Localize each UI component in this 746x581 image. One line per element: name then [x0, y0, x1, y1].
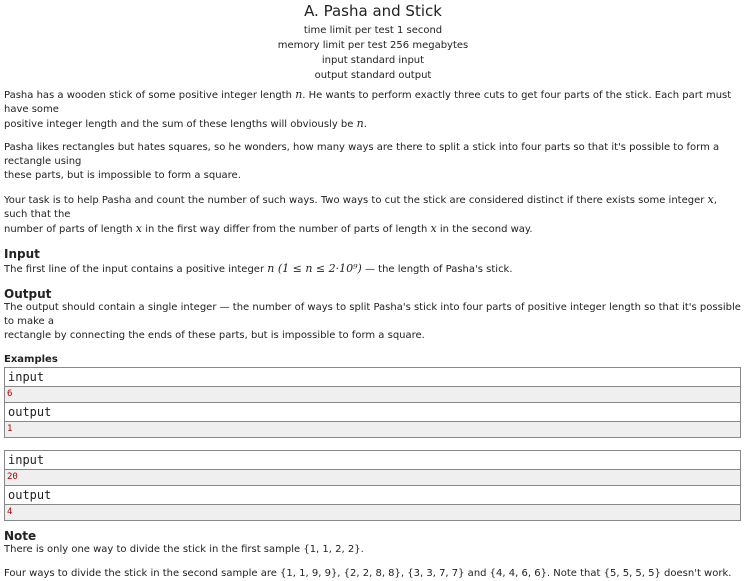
- note-title: Note: [4, 529, 37, 543]
- input-section-title: Input: [4, 247, 40, 261]
- output-file: output standard output: [314, 70, 432, 81]
- example-1-input[interactable]: 6: [5, 387, 740, 403]
- example-2-output[interactable]: 4: [5, 505, 740, 520]
- legend-paragraph-1: Pasha has a wooden stick of some positive integer length n. He wants to perform exactly three cuts to get four parts of the stick. Each part must have some positive integer length and the sum of these lengths will obviously be n.: [4, 88, 732, 130]
- legend-paragraph-3: Your task is to help Pasha and count the number of such ways. Two ways to cut the stick are considered distinct if there exists some integer x, such that the number of parts of length x in the first way differ from the number of parts of length x in the second way.: [4, 193, 717, 235]
- example-1: [4, 367, 741, 438]
- example-1-input-label: input: [5, 368, 740, 387]
- examples-title: Examples: [4, 354, 58, 365]
- example-2-input[interactable]: 20: [5, 470, 740, 486]
- constraint-formula: (1 ≤ n ≤ 2·10⁹): [274, 262, 362, 275]
- memory-limit: memory limit per test 256 megabytes: [277, 40, 469, 51]
- input-description: The first line of the input contains a positive integer n (1 ≤ n ≤ 2·10⁹) — the length of Pasha's stick.: [4, 262, 513, 275]
- output-section-title: Output: [4, 287, 52, 301]
- example-2: [4, 450, 741, 521]
- time-limit: time limit per test 1 second: [303, 25, 443, 36]
- output-description: The output should contain a single integer — the number of ways to split Pasha's stick into four parts of positive integer length so that it's possible to make a rectangle by connecting the ends of these parts, but is impossible to form a square.: [4, 302, 741, 341]
- example-2-input-label: input: [5, 451, 740, 470]
- input-file: input standard input: [321, 55, 425, 66]
- note-line-2: Four ways to divide the stick in the second sample are {1, 1, 9, 9}, {2, 2, 8, 8}, {3, 3, 7, 7} and {4, 4, 6, 6}. Note that {5, 5, 5, 5} doesn't work.: [4, 568, 732, 579]
- example-2-output-label: output: [5, 486, 740, 505]
- example-1-output-label: output: [5, 403, 740, 422]
- note-line-1: There is only one way to divide the stick in the first sample {1, 1, 2, 2}.: [4, 544, 364, 555]
- example-1-output[interactable]: 1: [5, 422, 740, 437]
- problem-title: A. Pasha and Stick: [304, 2, 442, 20]
- legend-paragraph-2: Pasha likes rectangles but hates squares, so he wonders, how many ways are there to split a stick into four parts so that it's possible to form a rectangle using these parts, but is impossible to form a square.: [4, 142, 720, 181]
